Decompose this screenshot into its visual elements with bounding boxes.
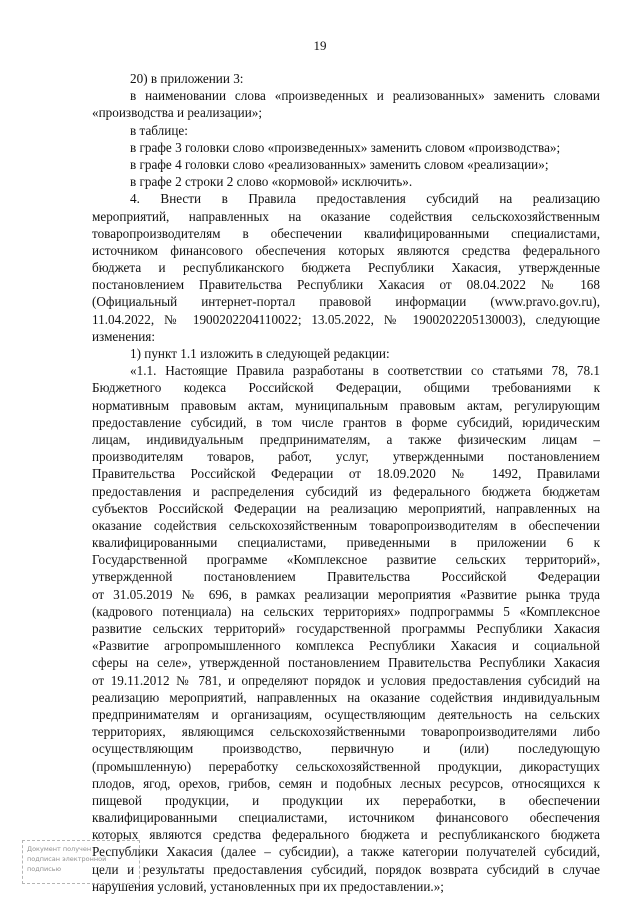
text-line: (кадрового потенциала) на сельских территориях» подпрограммы 5 «Комплексное	[92, 603, 600, 619]
text-line: (Официальный интернет-портал правовой информации (www.pravo.gov.ru),	[92, 294, 600, 310]
text-line: в графе 3 головки слово «произведенных» заменить словом «производства»;	[130, 139, 561, 155]
text-line: лицам, индивидуальным предпринимателям, а также физическим лицам –	[92, 431, 600, 447]
text-line: предоставления и распределения субсидий из федерального бюджета бюджетам	[92, 483, 600, 499]
text-line: сферы на селе», утвержденной постановлением Правительства Республики Хакасия	[92, 655, 600, 671]
text-line: территориях, являющимся сельскохозяйственными товаропроизводителями либо	[92, 724, 600, 740]
text-line: (промышленную) переработку сельскохозяйственной продукции, дикорастущих	[92, 758, 600, 774]
text-line: Республики Хакасия (далее – субсидии), а также категории получателей субсидий,	[92, 844, 600, 860]
text-line: в таблице:	[130, 122, 188, 138]
text-line: развитие сельских территорий» государственной программы Республики Хакасия	[92, 621, 600, 636]
text-line: предпринимателям и организациям, осуществляющим деятельность на сельских	[92, 706, 600, 722]
text-line: субъектов Российской Федерации на реализацию мероприятий, направленных на	[92, 500, 600, 516]
text-line: 11.04.2022, № 1900202204110022; 13.05.2022, № 1900202205130003), следующие	[92, 311, 600, 327]
text-line: нарушения условий, установленных при их предоставлении.»;	[92, 878, 444, 894]
document-body	[92, 70, 600, 895]
text-line: пищевой продукции, и продукции их переработки, в обеспечении	[92, 792, 600, 808]
stamp-text-line: подписан электронной	[27, 855, 107, 863]
text-line: 1) пункт 1.1 изложить в следующей редакции:	[130, 346, 390, 361]
text-line: от 31.05.2019 № 696, в рамках реализации мероприятия «Развитие рынка труда	[92, 586, 600, 602]
page-number: 19	[313, 38, 327, 53]
text-line: 20) в приложении 3:	[130, 71, 244, 86]
text-line: Правительства Российской Федерации от 18.09.2020 № 1492, Правилами	[92, 466, 600, 482]
text-line: нормативным правовым актам, муниципальным правовым актам, регулирующим	[92, 397, 600, 413]
text-line: «1.1. Настоящие Правила разработаны в соответствии со статьями 78, 78.1	[130, 363, 600, 379]
text-line: Государственной программе «Комплексное развитие сельских территорий»,	[92, 552, 600, 568]
text-line: плодов, ягод, орехов, грибов, семян и подобных лесных ресурсов, относящихся к	[92, 775, 600, 791]
text-line: квалифицированными специалистами, источником финансового обеспечения	[92, 810, 600, 826]
registration-stamp	[22, 840, 140, 884]
text-line: товаропроизводителям в обеспечении квалифицированными специалистами,	[92, 225, 600, 241]
text-line: цели и результаты предоставления субсидий, порядок возврата субсидий в случае	[92, 861, 600, 877]
text-line: в графе 4 головки слово «реализованных» заменить словом «реализации»;	[130, 156, 549, 172]
text-line: Бюджетного кодекса Российской Федерации, общими требованиями к	[92, 380, 600, 396]
text-line: производителям товаров, работ, услуг, утвержденными постановлением	[92, 449, 600, 465]
text-line: мероприятий, направленных на оказание содействия сельскохозяйственным	[92, 208, 600, 224]
text-line: «производства и реализации»;	[92, 105, 263, 121]
text-line: утвержденной постановлением Правительства Российской Федерации	[92, 569, 600, 585]
stamp-text-line: подписью	[27, 865, 62, 873]
text-line: реализацию мероприятий, направленных на оказание содействия индивидуальным	[92, 689, 600, 705]
text-line: изменения:	[92, 328, 156, 344]
text-line: в наименовании слова «произведенных и реализованных» заменить словами	[130, 88, 600, 104]
stamp-text-line: Документ получен	[27, 845, 92, 853]
text-line: квалифицированными специалистами, приведенными в приложении 6 к	[92, 535, 600, 551]
text-line: «Развитие агропромышленного комплекса Республики Хакасия и социальной	[92, 638, 600, 654]
text-line: бюджета и республиканского бюджета Республики Хакасия, утвержденные	[92, 260, 600, 276]
text-line: в графе 2 строки 2 слово «кормовой» исключить».	[130, 174, 413, 190]
text-line: 4. Внести в Правила предоставления субсидий на реализацию	[130, 191, 600, 207]
text-line: оказание содействия сельскохозяйственным товаропроизводителям в обеспечении	[92, 517, 600, 533]
text-line: которых являются средства федерального бюджета и республиканского бюджета	[92, 827, 600, 843]
text-line: постановлением Правительства Республики Хакасия от 08.04.2022 № 168	[92, 277, 600, 293]
text-line: предоставление субсидий, в том числе грантов в форме субсидий, юридическим	[92, 414, 600, 430]
text-line: от 19.11.2012 № 781, и определяют порядок и условия предоставления субсидий на	[92, 672, 600, 688]
text-line: осуществляющим производство, первичную и (или) последующую	[92, 741, 600, 757]
text-line: источником финансового обеспечения которых являются средства федерального	[92, 242, 600, 258]
